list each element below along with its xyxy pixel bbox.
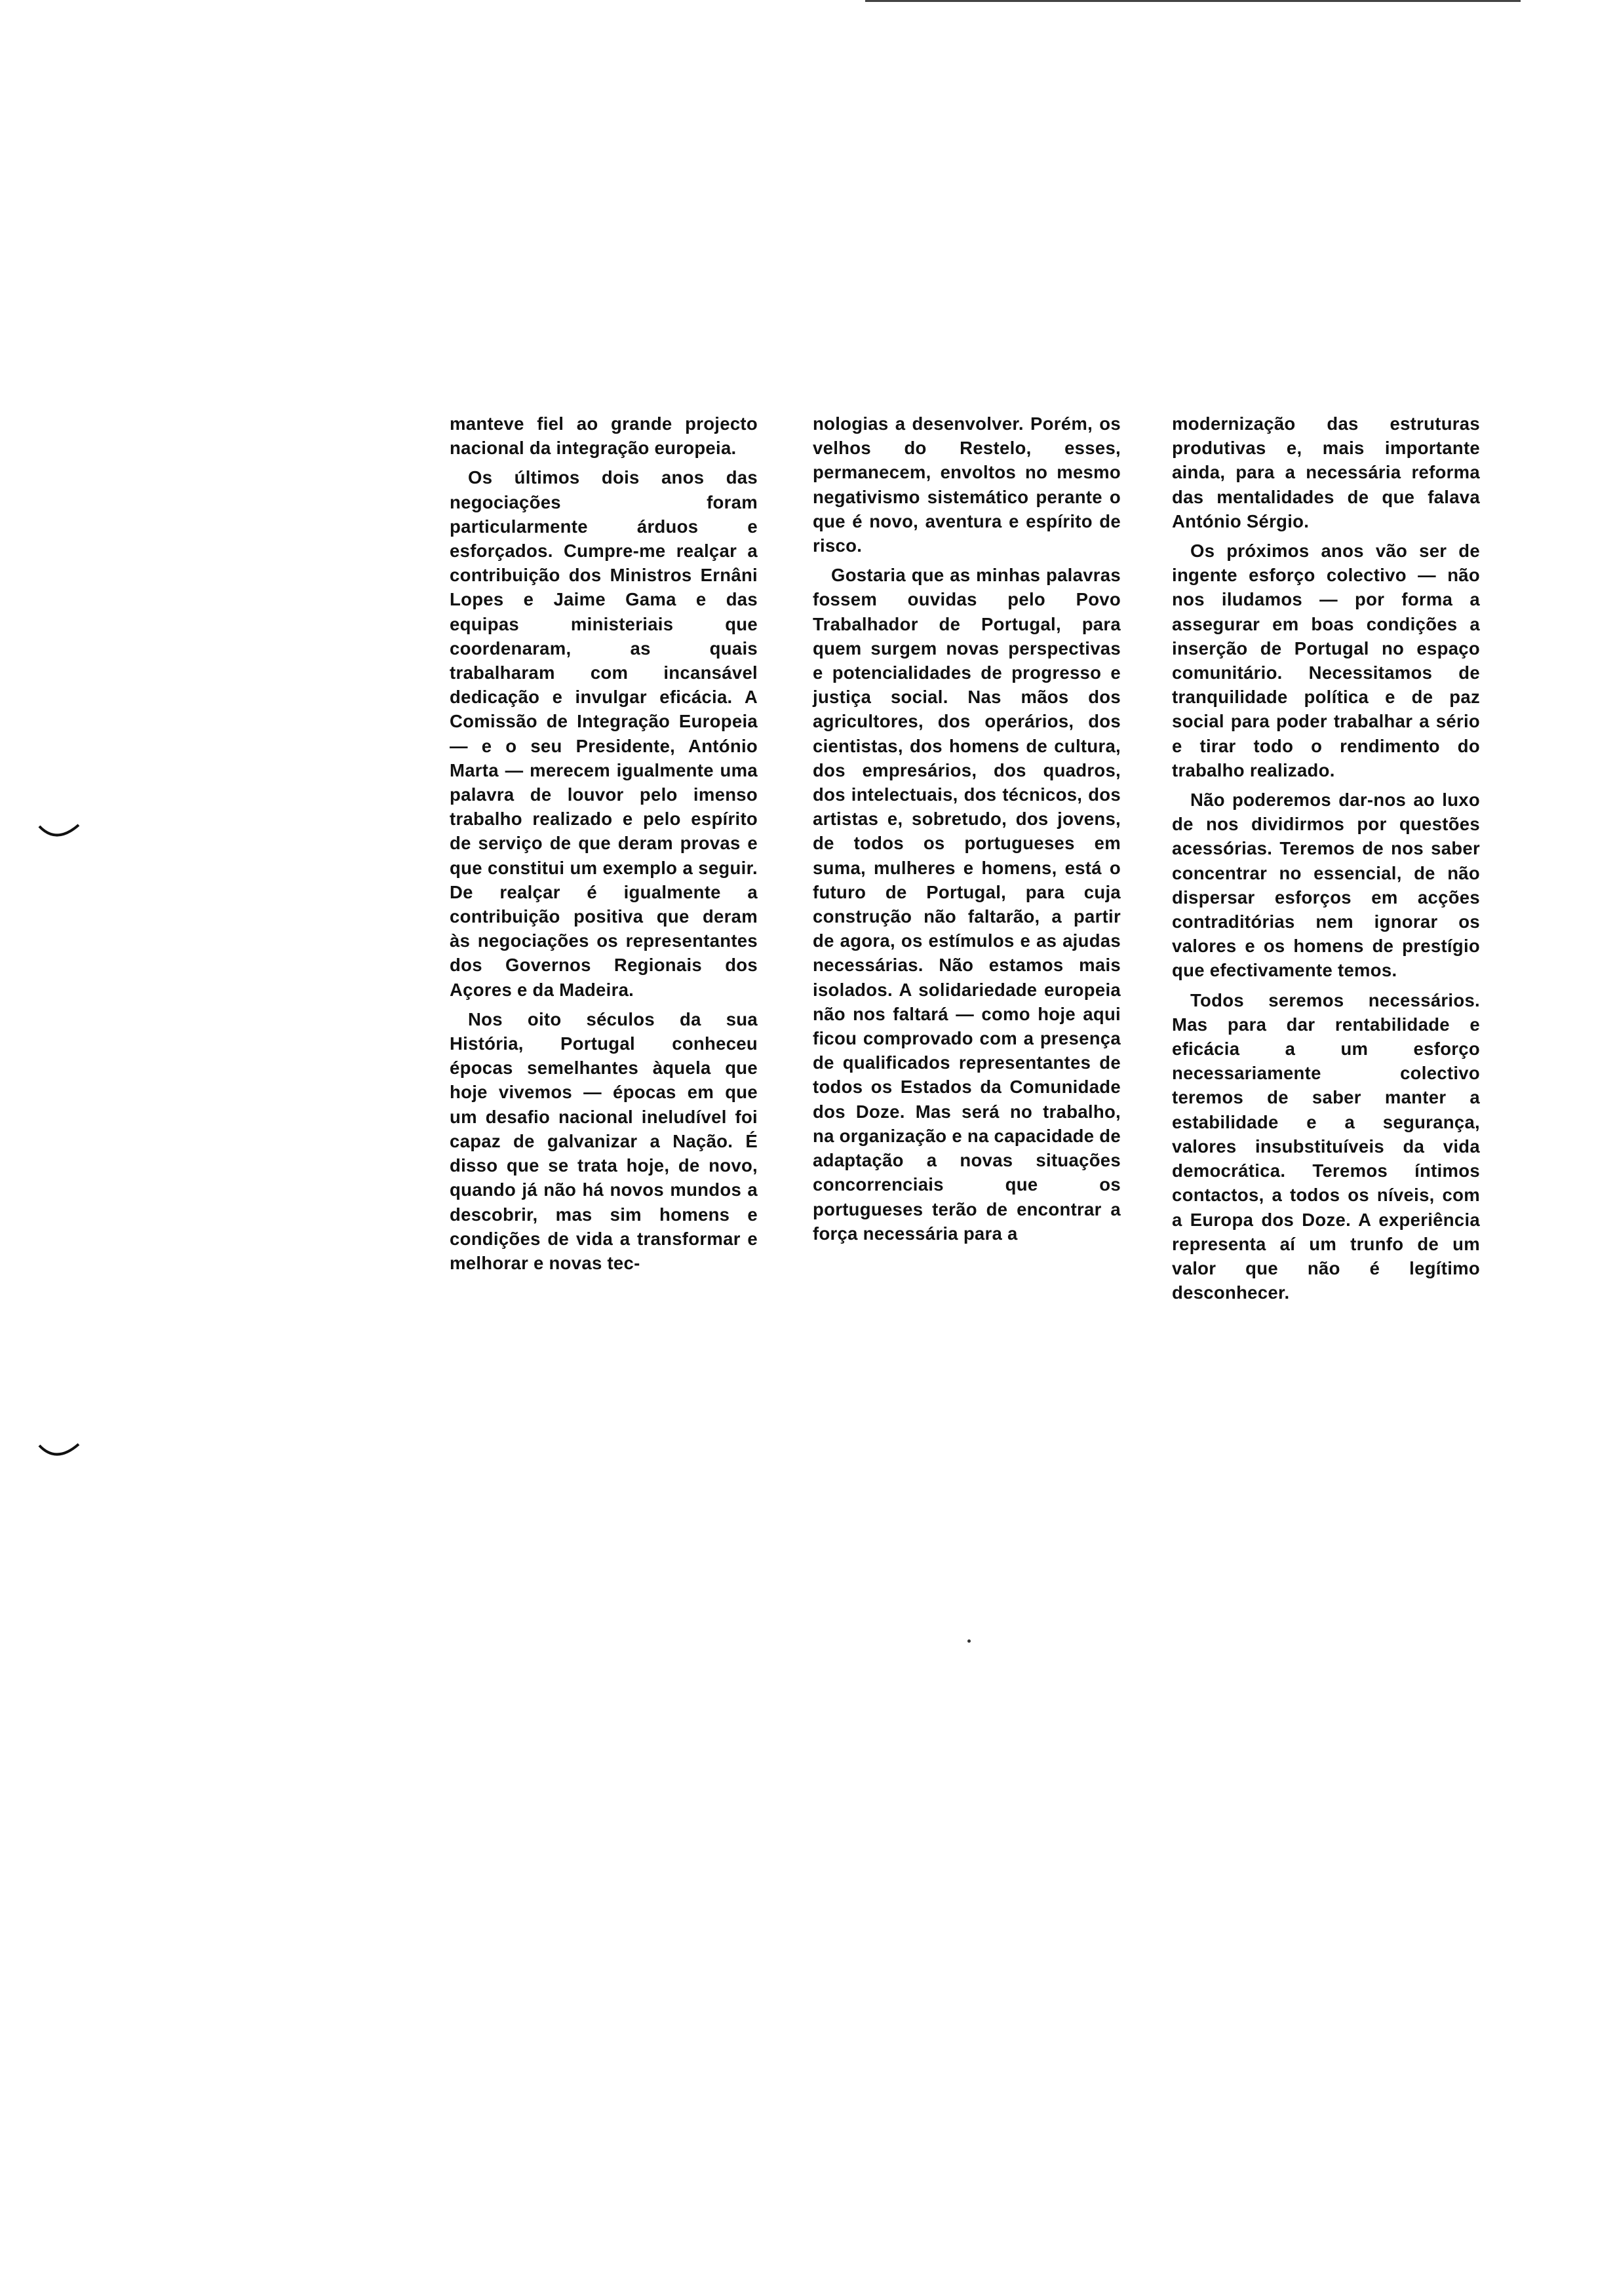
column-2-paragraph-1: nologias a desenvolver. Porém, os velhos do Restelo, esses, permanecem, envoltos no mesmo negativismo sistemático perante o que é novo, aventura e espírito de risco.: [813, 413, 1121, 556]
column-1-paragraph-2: Os últimos dois anos das negociações foram particularmente árduos e esforçados. Cumpre-me realçar a contribuição dos Ministros Ernâni Lopes e Jaime Gama e das equipas ministeriais que coordenaram, as quais trabalharam com incansável dedicação e invulgar eficácia. A Comissão de Integração Europeia — e o seu Presidente, António Marta — merecem igualmente uma palavra de louvor pelo imenso trabalho realizado e pelo espírito de serviço de que deram provas e que constitui um exemplo a seguir. De realçar é igualmente a contribuição positiva que deram às negociações os representantes dos Governos Regionais dos Açores e da Madeira.: [450, 467, 758, 1000]
binder-hole-mark-upper: [38, 822, 80, 842]
column-3-paragraph-3: Não poderemos dar-nos ao luxo de nos dividirmos por questões acessórias. Teremos de nos saber concentrar no essencial, de não dispersar esforços em acções contraditórias nem ignorar os valores e os homens de prestígio que efectivamente temos.: [1172, 790, 1480, 981]
column-1-paragraph-3: Nos oito séculos da sua História, Portugal conheceu épocas semelhantes àquela que hoje vivemos — épocas em que um desafio nacional ineludível foi capaz de galvanizar a Nação. É disso que se trata hoje, de novo, quando já não há novos mundos a descobrir, mas sim homens e condições de vida a transformar e melhorar e novas tec-: [450, 1008, 758, 1273]
paper-speck: [967, 1639, 971, 1643]
article-column-3: [1172, 411, 1480, 1305]
column-2-paragraph-2: Gostaria que as minhas palavras fossem ouvidas pelo Povo Trabalhador de Portugal, para quem surgem novas perspectivas e potencialidades de progresso e justiça social. Nas mãos dos agricultores, dos operários, dos cientistas, dos homens de cultura, dos empresários, dos quadros, dos intelectuais, dos técnicos, dos artistas e, sobretudo, dos jovens, de todos os portugueses em suma, mulheres e homens, está o futuro de Portugal, para cuja construção não faltarão, a partir de agora, os estímulos e as ajudas necessárias. Não estamos mais isolados. A solidariedade europeia não nos faltará — como hoje aqui ficou comprovado com a presença de qualificados representantes de todos os Estados da Comunidade dos Doze. Mas será no trabalho, na organização e na capacidade de adaptação a novas situações concorrenciais que os portugueses terão de encontrar a força necessária para a: [813, 565, 1121, 1244]
column-1-paragraph-1: manteve fiel ao grande projecto nacional da integração europeia.: [450, 413, 758, 459]
column-3-paragraph-2: Os próximos anos vão ser de ingente esforço colectivo — não nos iludamos — por forma a assegurar em boas condições a inserção de Portugal no espaço comunitário. Necessitamos de tranquilidade política e de paz social para poder trabalhar a sério e tirar todo o rendimento do trabalho realizado.: [1172, 541, 1480, 780]
top-edge-rule: [865, 0, 1521, 2]
binder-hole-mark-lower: [38, 1442, 80, 1461]
column-3-paragraph-4: Todos seremos necessários. Mas para dar rentabilidade e eficácia a um esforço necessariamente colectivo teremos de saber manter a estabilidade e a segurança, valores insubstituíveis da vida democrática. Teremos íntimos contactos, a todos os níveis, com a Europa dos Doze. A experiência representa aí um trunfo de um valor que não é legítimo desconhecer.: [1172, 989, 1480, 1303]
article-column-2: [813, 411, 1121, 1246]
article-column-1: [450, 411, 758, 1275]
column-3-paragraph-1: modernização das estruturas produtivas e, mais importante ainda, para a necessária reforma das mentalidades de que falava António Sérgio.: [1172, 413, 1480, 531]
